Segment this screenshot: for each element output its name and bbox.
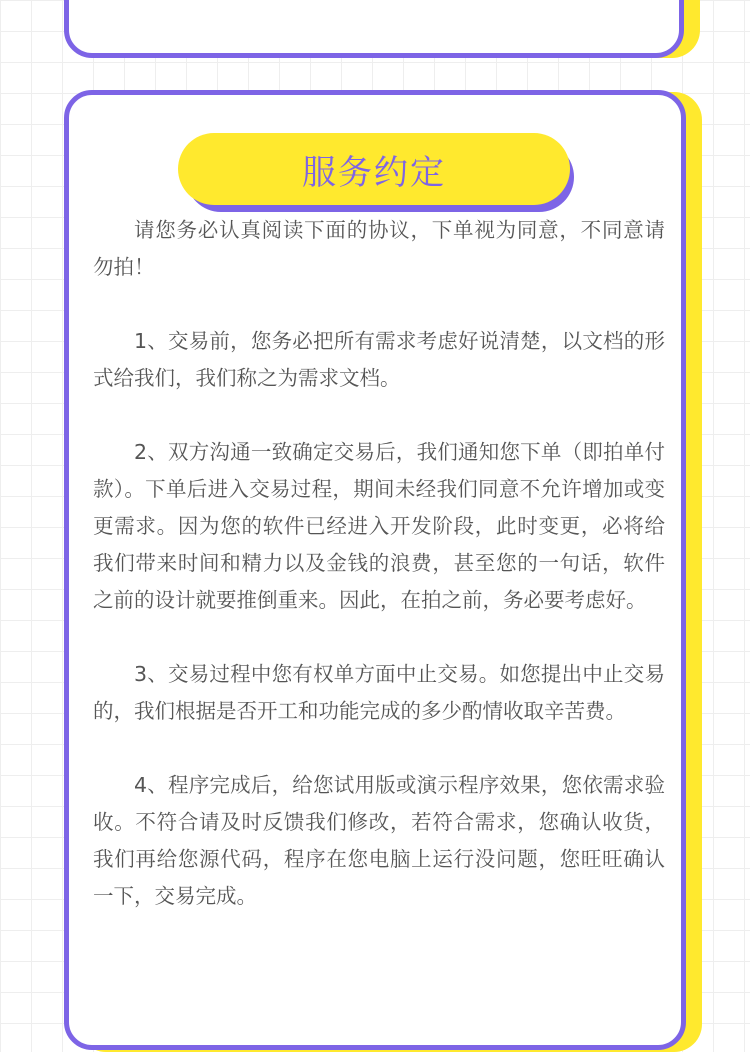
agreement-intro: 请您务必认真阅读下面的协议，下单视为同意，不同意请勿拍！	[93, 218, 665, 279]
section-title: 服务约定	[178, 133, 570, 205]
agreement-clause-1: 1、交易前，您务必把所有需求考虑好说清楚，以文档的形式给我们，我们称之为需求文档。	[93, 329, 665, 390]
agreement-content	[93, 212, 665, 952]
agreement-clause-2: 2、双方沟通一致确定交易后，我们通知您下单（即拍单付款）。下单后进入交易过程，期间未经我们同意不允许增加或变更需求。因为您的软件已经进入开发阶段，此时变更，必将给我们带来时间和精力以及金钱的浪费，甚至您的一句话，软件之前的设计就要推倒重来。因此，在拍之前，务必要考虑好。	[93, 440, 665, 612]
agreement-clause-3: 3、交易过程中您有权单方面中止交易。如您提出中止交易的，我们根据是否开工和功能完成的多少酌情收取辛苦费。	[93, 662, 665, 723]
agreement-clause-4: 4、程序完成后，给您试用版或演示程序效果，您依需求验收。不符合请及时反馈我们修改，若符合需求，您确认收货，我们再给您源代码，程序在您电脑上运行没问题，您旺旺确认一下，交易完成。	[93, 773, 665, 908]
previous-card	[64, 0, 684, 58]
